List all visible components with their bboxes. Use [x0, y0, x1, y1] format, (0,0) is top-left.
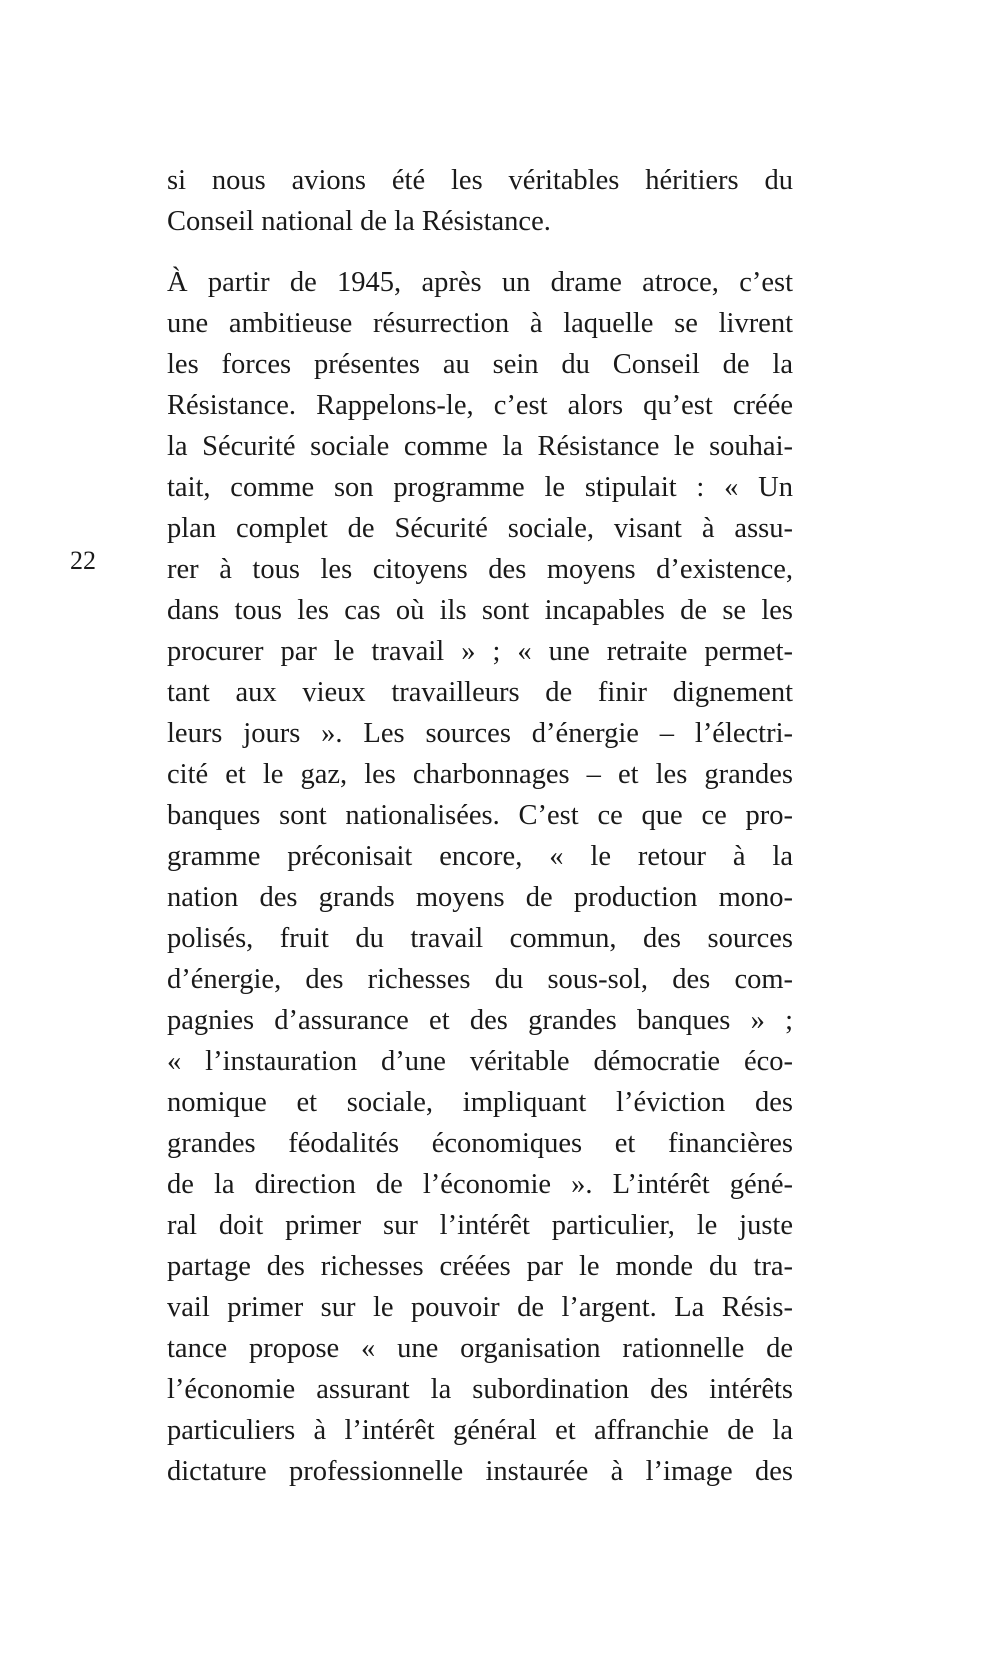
- text-line: nation des grands moyens de production mono-: [167, 882, 793, 913]
- text-line: banques sont nationalisées. C’est ce que ce pro-: [167, 800, 793, 831]
- text-line: plan complet de Sécurité sociale, visant à assu-: [167, 513, 793, 544]
- text-line: rer à tous les citoyens des moyens d’existence,: [167, 554, 793, 585]
- text-line: ral doit primer sur l’intérêt particulier, le juste: [167, 1210, 793, 1241]
- text-line: une ambitieuse résurrection à laquelle se livrent: [167, 308, 793, 339]
- text-line: grandes féodalités économiques et financières: [167, 1128, 793, 1159]
- text-line: dans tous les cas où ils sont incapables de se les: [167, 595, 793, 626]
- paragraph-2: [167, 262, 793, 1492]
- text-line: À partir de 1945, après un drame atroce, c’est: [167, 267, 793, 298]
- text-line: tant aux vieux travailleurs de finir dignement: [167, 677, 793, 708]
- text-line: Conseil national de la Résistance.: [167, 206, 551, 237]
- text-line: leurs jours ». Les sources d’énergie – l’électri-: [167, 718, 793, 749]
- text-line: de la direction de l’économie ». L’intérêt géné-: [167, 1169, 793, 1200]
- text-line: tance propose « une organisation rationnelle de: [167, 1333, 793, 1364]
- text-line: la Sécurité sociale comme la Résistance le souhai-: [167, 431, 793, 462]
- body-text: [167, 160, 793, 1492]
- text-line: dictature professionnelle instaurée à l’image des: [167, 1456, 793, 1487]
- text-line: si nous avions été les véritables héritiers du: [167, 165, 793, 196]
- text-line: tait, comme son programme le stipulait : « Un: [167, 472, 793, 503]
- text-line: procurer par le travail » ; « une retraite permet-: [167, 636, 793, 667]
- text-line: les forces présentes au sein du Conseil de la: [167, 349, 793, 380]
- text-line: particuliers à l’intérêt général et affranchie de la: [167, 1415, 793, 1446]
- paragraph-1: [167, 160, 793, 242]
- text-line: vail primer sur le pouvoir de l’argent. La Résis-: [167, 1292, 793, 1323]
- page-number: 22: [70, 546, 96, 575]
- text-line: l’économie assurant la subordination des intérêts: [167, 1374, 793, 1405]
- text-line: gramme préconisait encore, « le retour à la: [167, 841, 793, 872]
- text-line: cité et le gaz, les charbonnages – et les grandes: [167, 759, 793, 790]
- paragraph-spacing: [167, 242, 793, 262]
- text-line: d’énergie, des richesses du sous-sol, des com-: [167, 964, 793, 995]
- text-line: Résistance. Rappelons-le, c’est alors qu’est créée: [167, 390, 793, 421]
- text-line: polisés, fruit du travail commun, des sources: [167, 923, 793, 954]
- text-line: « l’instauration d’une véritable démocratie éco-: [167, 1046, 793, 1077]
- text-line: nomique et sociale, impliquant l’éviction des: [167, 1087, 793, 1118]
- text-line: partage des richesses créées par le monde du tra-: [167, 1251, 793, 1282]
- text-line: pagnies d’assurance et des grandes banques » ;: [167, 1005, 793, 1036]
